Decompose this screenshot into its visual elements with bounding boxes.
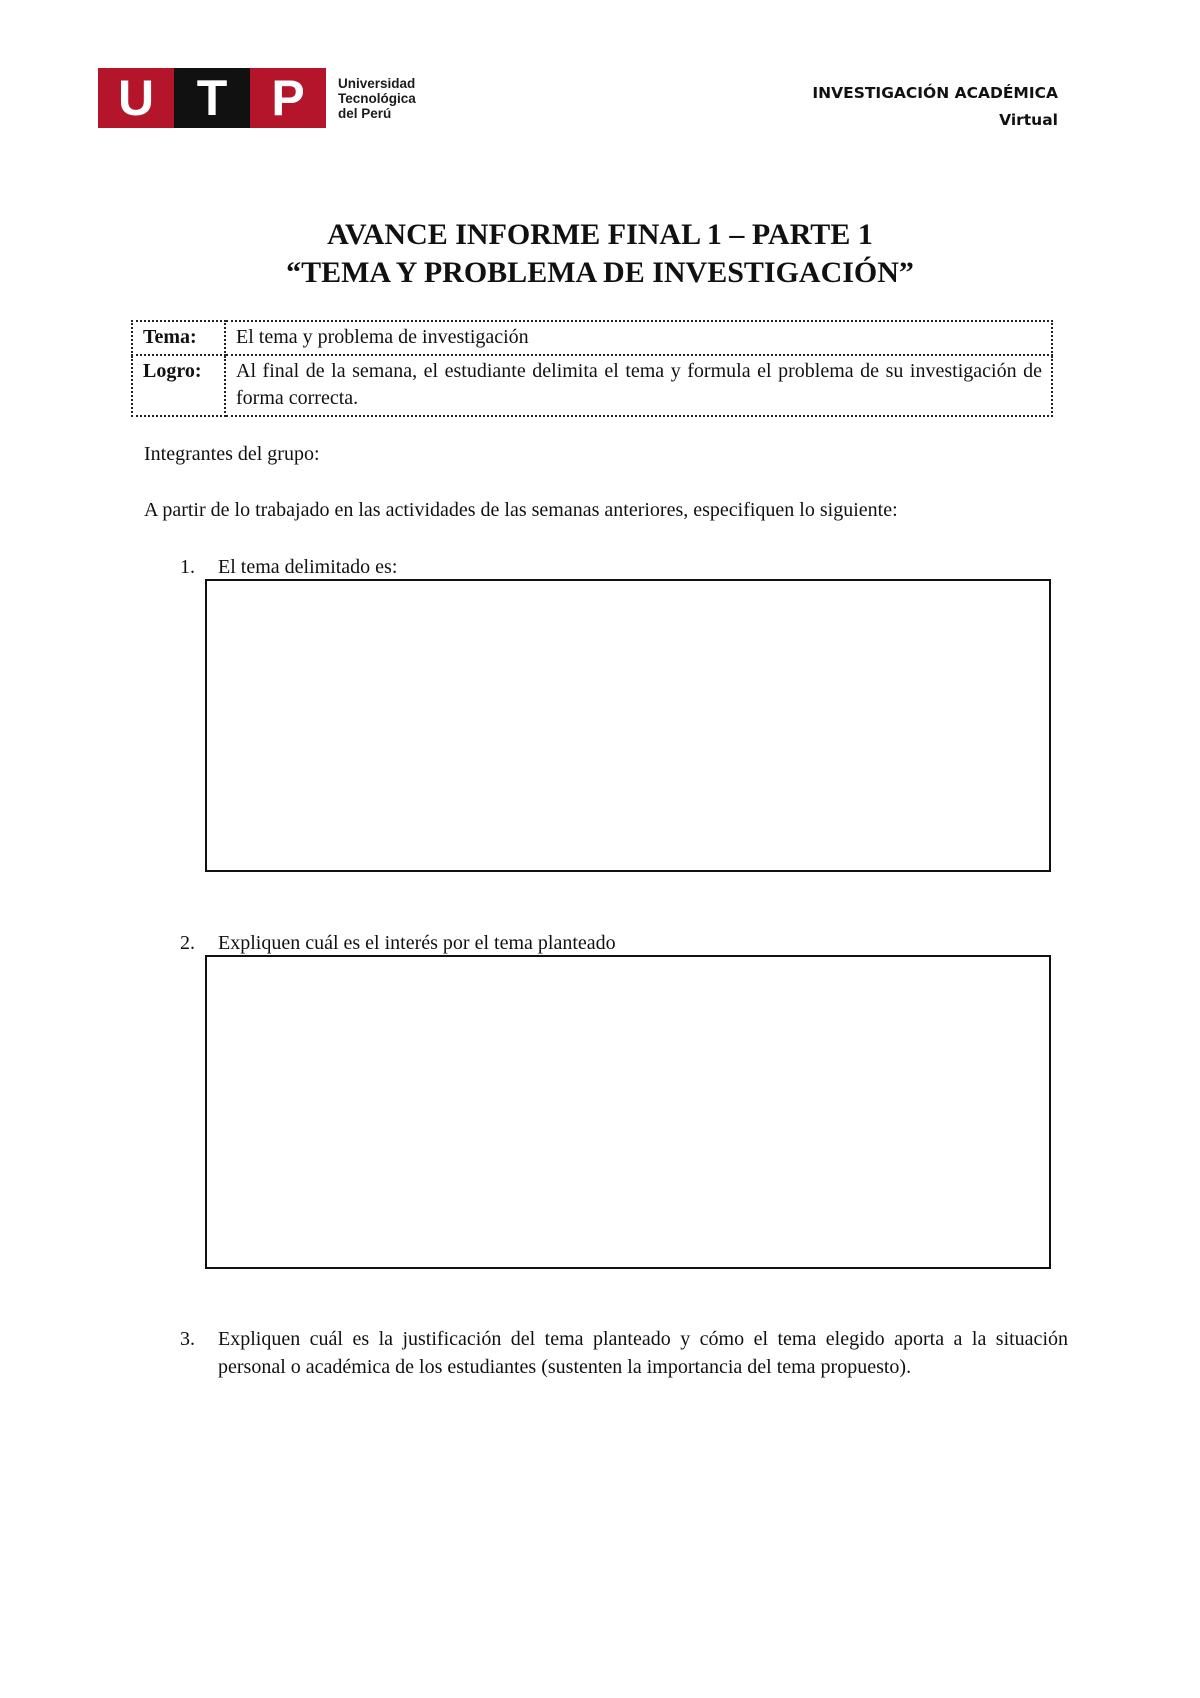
answer-box-1[interactable] — [205, 579, 1051, 872]
intro-text: A partir de lo trabajado en las actividades de las semanas anteriores, especifiquen lo siguiente: — [144, 499, 898, 521]
question-number: 3. — [180, 1328, 195, 1350]
tema-label: Tema: — [132, 321, 225, 355]
logo-letter-p: P — [250, 68, 326, 128]
title-line-2: “TEMA Y PROBLEMA DE INVESTIGACIÓN” — [286, 256, 914, 289]
logro-value: Al final de la semana, el estudiante delimita el tema y formula el problema de su investigación de forma correcta. — [225, 355, 1052, 416]
answer-box-2[interactable] — [205, 955, 1051, 1269]
question-3 — [180, 1325, 1068, 1409]
logo-university-name — [338, 76, 416, 121]
question-number: 2. — [180, 932, 195, 954]
question-text: Expliquen cuál es la justificación del tema planteado y cómo el tema elegido aporta a la situación personal o académica de los estudiantes (sustenten la importancia del tema propuesto). — [218, 1328, 1068, 1378]
tema-value: El tema y problema de investigación — [225, 321, 1052, 355]
course-modality: Virtual — [999, 111, 1058, 129]
logo-text-line: Universidad — [338, 75, 416, 91]
logro-label: Logro: — [132, 355, 225, 416]
logo-letter-u: U — [98, 68, 174, 128]
logro-row — [132, 355, 1052, 416]
logo-text-line: del Perú — [338, 105, 392, 121]
header-course-info — [812, 80, 1058, 134]
logo-text-line: Tecnológica — [338, 90, 416, 106]
logo-letter-t: T — [174, 68, 250, 128]
integrantes-label: Integrantes del grupo: — [144, 443, 320, 465]
document-title — [0, 216, 1200, 292]
info-table — [131, 320, 1053, 417]
title-line-1: AVANCE INFORME FINAL 1 – PARTE 1 — [327, 218, 873, 251]
question-1 — [180, 553, 1068, 581]
tema-row — [132, 321, 1052, 355]
question-number: 1. — [180, 556, 195, 578]
question-text: Expliquen cuál es el interés por el tema planteado — [218, 932, 616, 954]
course-name: INVESTIGACIÓN ACADÉMICA — [812, 84, 1058, 102]
question-2 — [180, 929, 1068, 957]
question-text: El tema delimitado es: — [218, 556, 398, 578]
utp-logo — [98, 68, 416, 128]
